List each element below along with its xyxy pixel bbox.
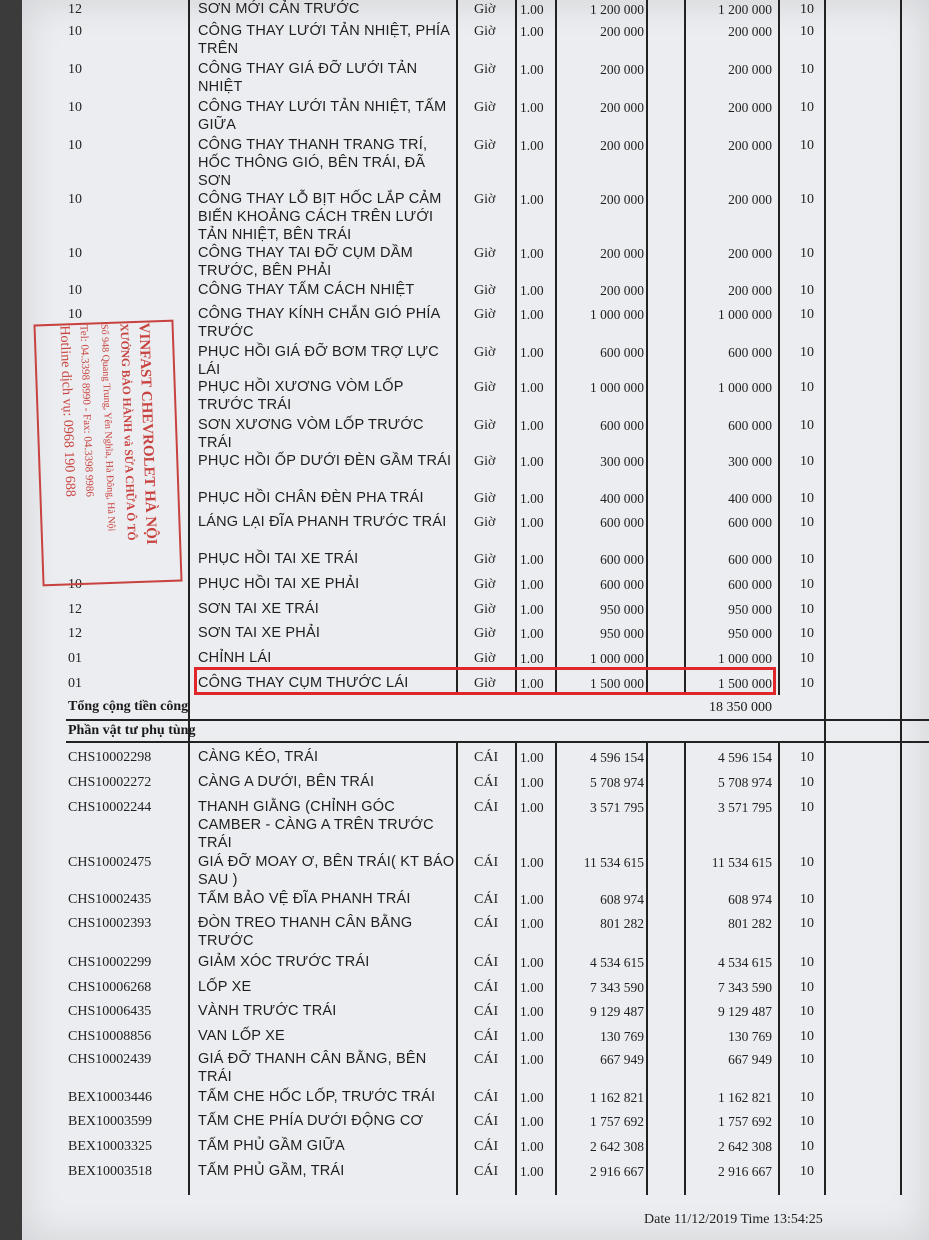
cell-code: CHS10002272 (68, 775, 152, 790)
table-row (22, 0, 929, 22)
cell-unit: CÁI (474, 1052, 499, 1067)
cell-code: BEX10003446 (68, 1090, 152, 1105)
invoice-page (22, 0, 929, 1240)
cell-qty: 1.00 (520, 750, 544, 765)
cell-amount: 1 000 000 (718, 380, 772, 395)
cell-desc: PHỤC HỒI TAI XE TRÁI (198, 551, 359, 567)
cell-desc: LÁNG LẠI ĐĨA PHANH TRƯỚC TRÁI (198, 514, 447, 530)
cell-price: 11 534 615 (583, 855, 644, 870)
cell-qty: 1.00 (520, 1164, 544, 1179)
cell-qty: 1.00 (520, 955, 544, 970)
cell-amount: 200 000 (728, 62, 772, 77)
cell-unit: Giờ (474, 307, 496, 322)
table-row (22, 60, 929, 98)
cell-amount: 600 000 (728, 577, 772, 592)
cell-desc: TẤM CHE PHÍA DƯỚI ĐỘNG CƠ (198, 1113, 424, 1129)
cell-vat: 10 (800, 307, 814, 322)
cell-qty: 1.00 (520, 62, 544, 77)
cell-desc: ĐÒN TREO THANH CÂN BẰNG TRƯỚC (198, 915, 413, 949)
cell-price: 600 000 (600, 577, 644, 592)
cell-vat: 10 (800, 1090, 814, 1105)
cell-vat: 10 (800, 892, 814, 907)
cell-unit: CÁI (474, 750, 499, 765)
cell-code: CHS10006435 (68, 1004, 152, 1019)
cell-vat: 10 (800, 626, 814, 641)
cell-price: 2 916 667 (590, 1164, 644, 1179)
cell-unit: CÁI (474, 855, 499, 870)
cell-qty: 1.00 (520, 24, 544, 39)
cell-qty: 1.00 (520, 491, 544, 506)
cell-amount: 200 000 (728, 24, 772, 39)
cell-code: CHS10002299 (68, 955, 152, 970)
cell-amount: 5 708 974 (718, 775, 772, 790)
cell-desc: TẤM BẢO VỆ ĐĨA PHANH TRÁI (198, 891, 411, 907)
cell-qty: 1.00 (520, 800, 544, 815)
cell-desc: PHỤC HỒI ỐP DƯỚI ĐÈN GẦM TRÁI (198, 453, 452, 469)
cell-vat: 10 (800, 491, 814, 506)
cell-desc: LỐP XE (198, 979, 252, 995)
cell-amount: 2 916 667 (718, 1164, 772, 1179)
cell-code: CHS10006268 (68, 980, 152, 995)
cell-price: 200 000 (600, 24, 644, 39)
cell-code: 01 (68, 651, 82, 666)
cell-price: 600 000 (600, 515, 644, 530)
cell-desc: TẤM PHỦ GẦM GIỮA (198, 1138, 345, 1154)
table-row (22, 978, 929, 1002)
cell-desc: PHỤC HỒI GIÁ ĐỠ BƠM TRỢ LỰC LÁI (198, 344, 439, 378)
cell-code: 10 (68, 192, 82, 207)
cell-vat: 10 (800, 775, 814, 790)
cell-qty: 1.00 (520, 651, 544, 666)
cell-vat: 10 (800, 1029, 814, 1044)
cell-unit: Giờ (474, 515, 496, 530)
cell-price: 3 571 795 (590, 800, 644, 815)
stamp-line-5: Hotline dịch vụ: 0968 190 688 (56, 325, 78, 498)
cell-amount: 1 757 692 (718, 1114, 772, 1129)
company-stamp (33, 320, 182, 587)
cell-qty: 1.00 (520, 1090, 544, 1105)
cell-amount: 608 974 (728, 892, 772, 907)
cell-amount: 4 596 154 (718, 750, 772, 765)
cell-code: 10 (68, 24, 82, 39)
table-row (22, 1137, 929, 1162)
table-row (22, 1162, 929, 1187)
cell-price: 200 000 (600, 192, 644, 207)
cell-unit: Giờ (474, 138, 496, 153)
cell-code: BEX10003599 (68, 1114, 152, 1129)
cell-desc: PHỤC HỒI CHÂN ĐÈN PHA TRÁI (198, 490, 424, 506)
cell-unit: Giờ (474, 577, 496, 592)
cell-unit: Giờ (474, 380, 496, 395)
cell-unit: CÁI (474, 800, 499, 815)
cell-amount: 9 129 487 (718, 1004, 772, 1019)
cell-price: 1 000 000 (590, 380, 644, 395)
cell-price: 7 343 590 (590, 980, 644, 995)
cell-price: 600 000 (600, 345, 644, 360)
table-row (22, 98, 929, 136)
cell-unit: CÁI (474, 955, 499, 970)
cell-vat: 10 (800, 192, 814, 207)
cell-unit: Giờ (474, 24, 496, 39)
cell-vat: 10 (800, 1139, 814, 1154)
cell-vat: 10 (800, 246, 814, 261)
cell-code: 01 (68, 676, 82, 691)
cell-price: 5 708 974 (590, 775, 644, 790)
date-value: 11/12/2019 (673, 1212, 738, 1227)
cell-vat: 10 (800, 855, 814, 870)
cell-desc: GIÁ ĐỠ MOAY Ơ, BÊN TRÁI( KT BÁO SAU ) (198, 854, 455, 888)
cell-amount: 667 949 (728, 1052, 772, 1067)
cell-amount: 4 534 615 (718, 955, 772, 970)
stamp-line-3: Số 948 Quang Trung, Yên Nghĩa, Hà Đông, Hà Nội (98, 323, 117, 532)
cell-unit: CÁI (474, 1004, 499, 1019)
cell-price: 1 500 000 (590, 676, 644, 691)
cell-vat: 10 (800, 750, 814, 765)
cell-price: 608 974 (600, 892, 644, 907)
cell-vat: 10 (800, 2, 814, 17)
stamp-line-2: XƯỞNG BẢO HÀNH và SỬA CHỮA Ô TÔ (117, 323, 138, 541)
cell-vat: 10 (800, 138, 814, 153)
cell-amount: 1 200 000 (718, 2, 772, 17)
table-row (22, 890, 929, 914)
cell-vat: 10 (800, 800, 814, 815)
labor-total-label: Tổng cộng tiền công (68, 699, 189, 714)
cell-desc: GIẢM XÓC TRƯỚC TRÁI (198, 954, 370, 970)
cell-amount: 600 000 (728, 515, 772, 530)
cell-desc: SƠN TAI XE TRÁI (198, 601, 319, 617)
cell-qty: 1.00 (520, 345, 544, 360)
cell-vat: 10 (800, 651, 814, 666)
cell-qty: 1.00 (520, 577, 544, 592)
cell-unit: Giờ (474, 62, 496, 77)
cell-vat: 10 (800, 515, 814, 530)
cell-code: CHS10002393 (68, 916, 152, 931)
table-row (22, 1002, 929, 1027)
cell-unit: Giờ (474, 552, 496, 567)
cell-vat: 10 (800, 418, 814, 433)
section-divider (66, 741, 929, 743)
cell-qty: 1.00 (520, 626, 544, 641)
table-row (22, 624, 929, 649)
table-row (22, 136, 929, 190)
cell-unit: CÁI (474, 1114, 499, 1129)
highlight-box (194, 667, 776, 695)
cell-price: 300 000 (600, 454, 644, 469)
cell-vat: 10 (800, 955, 814, 970)
cell-amount: 1 500 000 (718, 676, 772, 691)
cell-amount: 200 000 (728, 192, 772, 207)
cell-qty: 1.00 (520, 380, 544, 395)
cell-qty: 1.00 (520, 283, 544, 298)
cell-amount: 200 000 (728, 246, 772, 261)
row-rule (188, 1187, 900, 1188)
cell-amount: 400 000 (728, 491, 772, 506)
cell-desc: CÔNG THAY THANH TRANG TRÍ, HỐC THÔNG GIÓ, BÊN TRÁI, ĐÃ SƠN (198, 137, 428, 189)
cell-price: 1 757 692 (590, 1114, 644, 1129)
cell-qty: 1.00 (520, 515, 544, 530)
cell-unit: Giờ (474, 2, 496, 17)
cell-price: 400 000 (600, 491, 644, 506)
cell-price: 130 769 (600, 1029, 644, 1044)
cell-code: 10 (68, 138, 82, 153)
table-row (22, 1027, 929, 1050)
cell-amount: 1 000 000 (718, 651, 772, 666)
cell-desc: SƠN MỚI CẢN TRƯỚC (198, 1, 360, 17)
cell-code: 10 (68, 100, 82, 115)
cell-vat: 10 (800, 283, 814, 298)
cell-qty: 1.00 (520, 855, 544, 870)
cell-code: CHS10002475 (68, 855, 152, 870)
cell-amount: 300 000 (728, 454, 772, 469)
cell-amount: 11 534 615 (711, 855, 772, 870)
cell-code: CHS10002435 (68, 892, 152, 907)
table-row (22, 798, 929, 853)
cell-unit: CÁI (474, 1139, 499, 1154)
cell-qty: 1.00 (520, 1029, 544, 1044)
cell-amount: 130 769 (728, 1029, 772, 1044)
cell-vat: 10 (800, 454, 814, 469)
cell-desc: CÔNG THAY TAI ĐỠ CỤM DẦM TRƯỚC, BÊN PHẢI (198, 245, 413, 279)
cell-qty: 1.00 (520, 892, 544, 907)
cell-code: CHS10002439 (68, 1052, 152, 1067)
time-value: 13:54:25 (773, 1212, 823, 1227)
cell-unit: Giờ (474, 345, 496, 360)
cell-amount: 200 000 (728, 100, 772, 115)
cell-code: BEX10003518 (68, 1164, 152, 1179)
cell-desc: CÔNG THAY CỤM THƯỚC LÁI (198, 675, 409, 691)
cell-vat: 10 (800, 1114, 814, 1129)
cell-amount: 1 000 000 (718, 307, 772, 322)
cell-code: 12 (68, 2, 82, 17)
cell-vat: 10 (800, 552, 814, 567)
cell-unit: Giờ (474, 491, 496, 506)
cell-unit: Giờ (474, 100, 496, 115)
cell-unit: Giờ (474, 602, 496, 617)
cell-qty: 1.00 (520, 192, 544, 207)
cell-qty: 1.00 (520, 775, 544, 790)
cell-code: 10 (68, 246, 82, 261)
cell-amount: 801 282 (728, 916, 772, 931)
cell-desc: GIÁ ĐỠ THANH CÂN BẰNG, BÊN TRÁI (198, 1051, 427, 1085)
cell-desc: CÔNG THAY TẤM CÁCH NHIỆT (198, 282, 415, 298)
cell-price: 1 162 821 (590, 1090, 644, 1105)
cell-qty: 1.00 (520, 1139, 544, 1154)
cell-unit: CÁI (474, 1090, 499, 1105)
time-label: Time (740, 1212, 770, 1227)
cell-vat: 10 (800, 24, 814, 39)
section-divider (66, 719, 929, 721)
cell-qty: 1.00 (520, 246, 544, 261)
cell-price: 667 949 (600, 1052, 644, 1067)
cell-unit: CÁI (474, 775, 499, 790)
cell-desc: CÔNG THAY KÍNH CHẮN GIÓ PHÍA TRƯỚC (198, 306, 440, 340)
cell-code: 10 (68, 62, 82, 77)
cell-qty: 1.00 (520, 1052, 544, 1067)
table-row (22, 22, 929, 60)
cell-unit: Giờ (474, 246, 496, 261)
cell-price: 200 000 (600, 138, 644, 153)
cell-vat: 10 (800, 676, 814, 691)
cell-price: 200 000 (600, 246, 644, 261)
cell-qty: 1.00 (520, 916, 544, 931)
cell-code: CHS10002244 (68, 800, 152, 815)
table-row (22, 1112, 929, 1137)
cell-price: 950 000 (600, 602, 644, 617)
cell-price: 4 596 154 (590, 750, 644, 765)
cell-code: 10 (68, 577, 82, 592)
cell-price: 200 000 (600, 100, 644, 115)
cell-unit: Giờ (474, 676, 496, 691)
cell-amount: 7 343 590 (718, 980, 772, 995)
cell-code: BEX10003325 (68, 1139, 152, 1154)
cell-desc: CÔNG THAY LỖ BỊT HỐC LẮP CẢM BIẾN KHOẢNG CÁCH TRÊN LƯỚI TẢN NHIỆT, BÊN TRÁI (198, 191, 442, 243)
cell-vat: 10 (800, 602, 814, 617)
stamp-line-4: Tel: 04.3398 8990 - Fax: 04.3398 9986 (77, 324, 96, 498)
cell-price: 1 000 000 (590, 307, 644, 322)
table-row (22, 190, 929, 244)
cell-vat: 10 (800, 980, 814, 995)
cell-amount: 600 000 (728, 552, 772, 567)
date-label: Date (644, 1212, 671, 1227)
cell-desc: VAN LỐP XE (198, 1028, 285, 1044)
cell-price: 4 534 615 (590, 955, 644, 970)
cell-qty: 1.00 (520, 552, 544, 567)
cell-unit: Giờ (474, 626, 496, 641)
print-timestamp (644, 1212, 823, 1228)
cell-amount: 3 571 795 (718, 800, 772, 815)
cell-price: 200 000 (600, 62, 644, 77)
cell-amount: 1 162 821 (718, 1090, 772, 1105)
cell-vat: 10 (800, 62, 814, 77)
cell-desc: CÔNG THAY LƯỚI TẢN NHIỆT, PHÍA TRÊN (198, 23, 450, 57)
cell-desc: SƠN XƯƠNG VÒM LỐP TRƯỚC TRÁI (198, 417, 424, 451)
cell-unit: Giờ (474, 651, 496, 666)
cell-code: 12 (68, 626, 82, 641)
cell-amount: 600 000 (728, 418, 772, 433)
cell-price: 2 642 308 (590, 1139, 644, 1154)
cell-qty: 1.00 (520, 2, 544, 17)
cell-unit: Giờ (474, 418, 496, 433)
cell-vat: 10 (800, 345, 814, 360)
cell-desc: CÔNG THAY GIÁ ĐỠ LƯỚI TẢN NHIỆT (198, 61, 418, 95)
cell-amount: 200 000 (728, 283, 772, 298)
cell-unit: CÁI (474, 916, 499, 931)
cell-unit: Giờ (474, 283, 496, 298)
table-row (22, 953, 929, 978)
cell-price: 9 129 487 (590, 1004, 644, 1019)
cell-price: 200 000 (600, 283, 644, 298)
stamp-line-1: VINFAST CHEVROLET HÀ NỘI (135, 322, 160, 545)
table-row (22, 914, 929, 953)
cell-amount: 2 642 308 (718, 1139, 772, 1154)
cell-desc: PHỤC HỒI XƯƠNG VÒM LỐP TRƯỚC TRÁI (198, 379, 404, 413)
table-row (22, 748, 929, 773)
cell-code: 12 (68, 602, 82, 617)
cell-code: CHS10002298 (68, 750, 152, 765)
cell-unit: CÁI (474, 980, 499, 995)
cell-vat: 10 (800, 380, 814, 395)
cell-amount: 950 000 (728, 626, 772, 641)
cell-price: 600 000 (600, 418, 644, 433)
cell-qty: 1.00 (520, 602, 544, 617)
cell-desc: PHỤC HỒI TAI XE PHẢI (198, 576, 360, 592)
cell-desc: SƠN TAI XE PHẢI (198, 625, 321, 641)
cell-desc: TẤM PHỦ GẦM, TRÁI (198, 1163, 345, 1179)
cell-desc: CÀNG KÉO, TRÁI (198, 749, 319, 765)
cell-vat: 10 (800, 577, 814, 592)
cell-price: 801 282 (600, 916, 644, 931)
cell-price: 1 000 000 (590, 651, 644, 666)
table-row (22, 600, 929, 624)
cell-vat: 10 (800, 1052, 814, 1067)
cell-unit: CÁI (474, 1029, 499, 1044)
table-row (22, 1050, 929, 1088)
cell-code: 10 (68, 283, 82, 298)
cell-qty: 1.00 (520, 676, 544, 691)
labor-total-amount: 18 350 000 (709, 700, 772, 715)
cell-vat: 10 (800, 100, 814, 115)
cell-unit: Giờ (474, 454, 496, 469)
cell-qty: 1.00 (520, 980, 544, 995)
cell-desc: VÀNH TRƯỚC TRÁI (198, 1003, 337, 1019)
table-row (22, 244, 929, 281)
cell-desc: CÀNG A DƯỚI, BÊN TRÁI (198, 774, 375, 790)
cell-unit: CÁI (474, 892, 499, 907)
cell-desc: THANH GIẰNG (CHỈNH GÓC CAMBER - CÀNG A TRÊN TRƯỚC TRÁI (198, 799, 434, 851)
cell-price: 600 000 (600, 552, 644, 567)
cell-qty: 1.00 (520, 1114, 544, 1129)
cell-amount: 950 000 (728, 602, 772, 617)
row-rule (188, 695, 900, 696)
cell-vat: 10 (800, 916, 814, 931)
parts-section-header: Phần vật tư phụ tùng (68, 723, 196, 738)
cell-amount: 600 000 (728, 345, 772, 360)
cell-qty: 1.00 (520, 100, 544, 115)
cell-code: CHS10008856 (68, 1029, 152, 1044)
cell-price: 1 200 000 (590, 2, 644, 17)
cell-vat: 10 (800, 1164, 814, 1179)
cell-unit: CÁI (474, 1164, 499, 1179)
cell-unit: Giờ (474, 192, 496, 207)
table-row (22, 853, 929, 890)
cell-qty: 1.00 (520, 138, 544, 153)
cell-qty: 1.00 (520, 454, 544, 469)
cell-vat: 10 (800, 1004, 814, 1019)
cell-desc: CHỈNH LÁI (198, 650, 272, 666)
table-row (22, 1088, 929, 1112)
cell-price: 950 000 (600, 626, 644, 641)
table-row (22, 773, 929, 798)
cell-qty: 1.00 (520, 1004, 544, 1019)
cell-desc: CÔNG THAY LƯỚI TẢN NHIỆT, TẤM GIỮA (198, 99, 447, 133)
cell-amount: 200 000 (728, 138, 772, 153)
cell-code: 10 (68, 307, 82, 322)
cell-qty: 1.00 (520, 307, 544, 322)
cell-qty: 1.00 (520, 418, 544, 433)
table-row (22, 281, 929, 305)
cell-desc: TẤM CHE HỐC LỐP, TRƯỚC TRÁI (198, 1089, 436, 1105)
